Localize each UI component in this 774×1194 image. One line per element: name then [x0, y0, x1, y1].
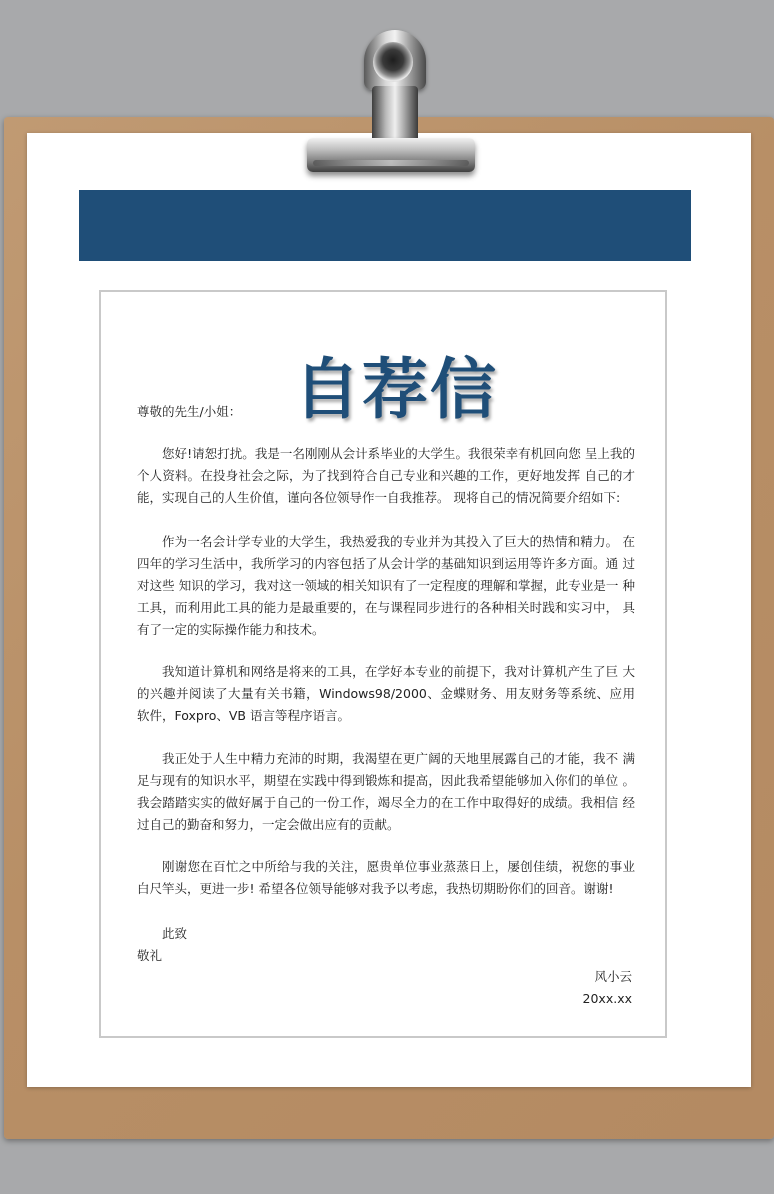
- signature-date: 20xx.xx: [582, 991, 632, 1006]
- letter-title: 自荐信: [294, 351, 498, 428]
- signature-name: 风小云: [594, 969, 632, 984]
- letter-paragraph-4: 我正处于人生中精力充沛的时期，我渴望在更广阔的天地里展露自己的才能，我不 满足与现有的知识水平，期望在实践中得到锻炼和提高，因此我希望能够加入你们的单位 。我会踏踏实实的做好属于自己的一份工作，竭尽全力的在工作中取得好的成绩。我相信 经过自己的勤奋和努力，一定会做出应有的贡献。: [137, 751, 635, 832]
- binder-clip-stem-icon: [372, 86, 418, 146]
- header-band: [79, 190, 691, 261]
- letter-closing-1: 此致: [162, 926, 188, 941]
- letter-paragraph-3: 我知道计算机和网络是将来的工具，在学好本专业的前提下，我对计算机产生了巨 大的兴趣并阅读了大量有关书籍，Windows98/2000、金蝶财务、用友财务等系统、应用 软件，Foxpro、VB 语言等程序语言。: [137, 664, 635, 723]
- letter-salutation: 尊敬的先生/小姐：: [137, 404, 242, 419]
- letter-paragraph-1: 您好!请恕打扰。我是一名刚刚从会计系毕业的大学生。我很荣幸有机回向您 呈上我的个人资料。在投身社会之际，为了找到符合自己专业和兴趣的工作，更好地发挥 自己的才能，实现自己的人生价值，谨向各位领导作一自我推荐。 现将自己的情况简要介绍如下:: [137, 446, 635, 505]
- binder-clip-ring-icon: [373, 42, 413, 82]
- binder-clip-edge-icon: [313, 160, 469, 166]
- letter-paragraph-5: 刚谢您在百忙之中所给与我的关注，愿贵单位事业蒸蒸日上，屡创佳绩，祝您的事业 白尺竿头，更进一步! 希望各位领导能够对我予以考虑，我热切期盼你们的回音。谢谢!: [137, 859, 635, 896]
- binder-clip-base-icon: [307, 138, 475, 172]
- letter-closing-2: 敬礼: [137, 948, 163, 963]
- letter-paragraph-2: 作为一名会计学专业的大学生，我热爱我的专业并为其投入了巨大的热情和精力。 在四年的学习生活中，我所学习的内容包括了从会计学的基础知识到运用等许多方面。通 过对这些 知识的学习，我对这一领域的相关知识有了一定程度的理解和掌握，此专业是一 种工具，而利用此工具的能力是最重要的，在与课程同步进行的各种相关时践和实习中， 具有了一定的实际操作能力和技术。: [137, 534, 635, 637]
